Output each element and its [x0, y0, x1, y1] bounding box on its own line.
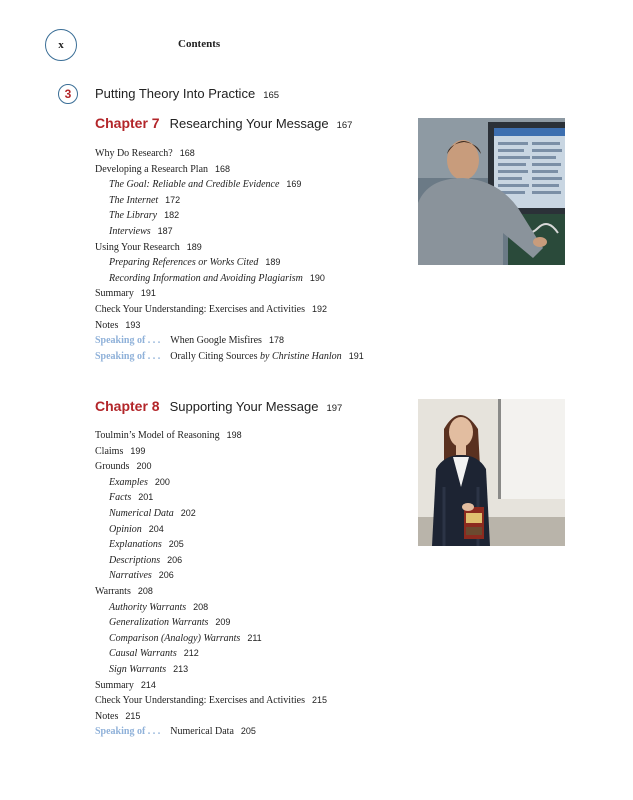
toc-entry[interactable] — [95, 600, 327, 616]
toc-entry[interactable] — [95, 475, 327, 491]
toc-entry[interactable] — [95, 537, 327, 553]
toc-entry-title: Grounds — [95, 461, 130, 473]
toc-entry-title: Developing a Research Plan — [95, 163, 209, 175]
toc-entry-title: Summary — [95, 288, 134, 300]
speaking-of-entry[interactable] — [95, 333, 364, 349]
toc-entry[interactable] — [95, 318, 364, 334]
toc-entry[interactable] — [95, 459, 327, 475]
chapter-label: Chapter 7 — [95, 115, 160, 131]
chapter-page-number: 167 — [336, 120, 353, 131]
toc-entry-title: Authority Warrants — [109, 601, 187, 613]
part-heading[interactable] — [95, 86, 279, 101]
toc-entry-title: Warrants — [95, 585, 131, 597]
toc-entry-title: The Goal: Reliable and Credible Evidence — [109, 179, 280, 191]
toc-entry-page: 202 — [180, 507, 196, 518]
toc-entry[interactable] — [95, 162, 364, 178]
toc-entry-title: Narratives — [109, 570, 152, 582]
chapter-title: Researching Your Message — [169, 116, 329, 131]
toc-entry[interactable] — [95, 615, 327, 631]
toc-entry-title: Causal Warrants — [109, 648, 177, 660]
toc-entry-page: 190 — [309, 272, 325, 283]
page-number: x — [45, 29, 77, 61]
chapter-label: Chapter 8 — [95, 398, 160, 414]
speaking-of-title: Orally Citing Sources — [170, 350, 258, 362]
toc-entry-title: Recording Information and Avoiding Plagiarism — [109, 272, 303, 284]
chapter-8-contents — [95, 428, 327, 740]
toc-entry-page: 208 — [193, 601, 209, 612]
toc-entry[interactable] — [95, 444, 327, 460]
toc-entry-page: 187 — [157, 225, 173, 236]
speaking-of-label: Speaking of . . . — [95, 350, 161, 362]
speaking-of-title: When Google Misfires — [170, 335, 262, 347]
chapter-page-number: 197 — [326, 403, 343, 414]
photo-speaker-presenting — [418, 399, 565, 546]
chapter-7-heading[interactable] — [95, 115, 352, 133]
toc-entry-page: 200 — [136, 461, 152, 472]
toc-entry[interactable] — [95, 631, 327, 647]
speaking-of-title: Numerical Data — [170, 726, 234, 738]
toc-entry[interactable] — [95, 646, 327, 662]
toc-entry-page: 215 — [125, 710, 141, 721]
chapter-7-contents — [95, 146, 364, 364]
part-title: Putting Theory Into Practice — [95, 86, 256, 101]
toc-entry-title: Interviews — [109, 225, 151, 237]
toc-entry-page: 189 — [186, 241, 202, 252]
toc-entry-page: 199 — [130, 445, 146, 456]
part-number-badge: 3 — [58, 84, 78, 104]
toc-entry[interactable] — [95, 490, 327, 506]
toc-entry-page: 211 — [247, 632, 262, 643]
toc-entry-title: Using Your Research — [95, 241, 180, 253]
toc-entry-page: 208 — [137, 585, 153, 596]
toc-entry-page: 206 — [167, 554, 183, 565]
toc-entry-title: The Library — [109, 210, 158, 222]
toc-entry[interactable] — [95, 208, 364, 224]
toc-entry-page: 192 — [311, 303, 327, 314]
toc-entry-title: Sign Warrants — [109, 663, 167, 675]
toc-entry-title: Descriptions — [109, 554, 161, 566]
toc-entry-page: 193 — [125, 319, 141, 330]
toc-entry-title: Numerical Data — [109, 507, 174, 519]
toc-entry-page: 201 — [138, 492, 154, 503]
toc-entry-page: 206 — [158, 570, 174, 581]
toc-entry-title: Summary — [95, 679, 134, 691]
toc-entry-page: 191 — [140, 288, 156, 299]
toc-entry-title: Preparing References or Works Cited — [109, 257, 259, 269]
toc-entry-title: Facts — [109, 492, 132, 504]
toc-entry[interactable] — [95, 286, 364, 302]
toc-entry[interactable] — [95, 693, 327, 709]
toc-entry[interactable] — [95, 240, 364, 256]
toc-entry[interactable] — [95, 678, 327, 694]
running-head: Contents — [178, 38, 221, 50]
toc-entry-page: 212 — [183, 648, 199, 659]
toc-entry-page: 205 — [168, 539, 184, 550]
toc-entry-title: Examples — [109, 476, 148, 488]
toc-entry-title: Toulmin’s Model of Reasoning — [95, 430, 220, 441]
toc-entry[interactable] — [95, 255, 364, 271]
toc-entry-title: Notes — [95, 319, 119, 331]
toc-entry-title: Check Your Understanding: Exercises and Activities — [95, 695, 305, 707]
toc-entry[interactable] — [95, 428, 327, 444]
part-page-number: 165 — [263, 90, 280, 101]
toc-entry[interactable] — [95, 553, 327, 569]
toc-entry[interactable] — [95, 193, 364, 209]
toc-entry[interactable] — [95, 177, 364, 193]
speaking-of-page: 205 — [240, 726, 256, 737]
chapter-title: Supporting Your Message — [169, 399, 319, 414]
toc-entry-title: Explanations — [109, 539, 162, 551]
toc-entry[interactable] — [95, 302, 364, 318]
toc-entry[interactable] — [95, 146, 364, 162]
toc-entry-page: 189 — [265, 257, 281, 268]
toc-entry-title: Notes — [95, 710, 119, 722]
toc-entry[interactable] — [95, 506, 327, 522]
toc-entry-title: Claims — [95, 445, 124, 457]
toc-entry-page: 214 — [140, 679, 156, 690]
toc-entry-page: 168 — [179, 148, 195, 158]
speaking-of-label: Speaking of . . . — [95, 335, 161, 347]
speaking-of-label: Speaking of . . . — [95, 726, 161, 738]
toc-entry-page: 182 — [164, 210, 180, 221]
photo-student-at-computer — [418, 118, 565, 265]
toc-entry[interactable] — [95, 522, 327, 538]
speaking-of-byline: by Christine Hanlon — [260, 350, 342, 362]
toc-entry-title: Opinion — [109, 523, 142, 535]
toc-entry-page: 198 — [226, 430, 242, 440]
toc-entry-title: Generalization Warrants — [109, 617, 209, 629]
toc-entry[interactable] — [95, 584, 327, 600]
toc-entry-page: 200 — [154, 476, 170, 487]
toc-entry-page: 213 — [173, 663, 189, 674]
toc-entry-page: 172 — [165, 194, 181, 205]
toc-entry-page: 209 — [215, 617, 231, 628]
toc-entry-title: Comparison (Analogy) Warrants — [109, 632, 241, 644]
toc-entry-page: 168 — [215, 163, 231, 174]
toc-entry-title: The Internet — [109, 194, 159, 206]
toc-entry-title: Why Do Research? — [95, 148, 173, 159]
toc-entry-page: 169 — [286, 179, 302, 190]
toc-entry-page: 204 — [148, 523, 164, 534]
toc-entry[interactable] — [95, 568, 327, 584]
chapter-8-heading[interactable] — [95, 398, 342, 416]
speaking-of-entry[interactable] — [95, 349, 364, 365]
toc-entry-page: 215 — [311, 695, 327, 706]
toc-entry[interactable] — [95, 709, 327, 725]
toc-entry[interactable] — [95, 224, 364, 240]
toc-entry-title: Check Your Understanding: Exercises and Activities — [95, 303, 305, 315]
toc-entry[interactable] — [95, 662, 327, 678]
toc-entry[interactable] — [95, 271, 364, 287]
speaking-of-page: 178 — [268, 335, 284, 346]
speaking-of-entry[interactable] — [95, 724, 327, 740]
speaking-of-page: 191 — [348, 350, 364, 361]
